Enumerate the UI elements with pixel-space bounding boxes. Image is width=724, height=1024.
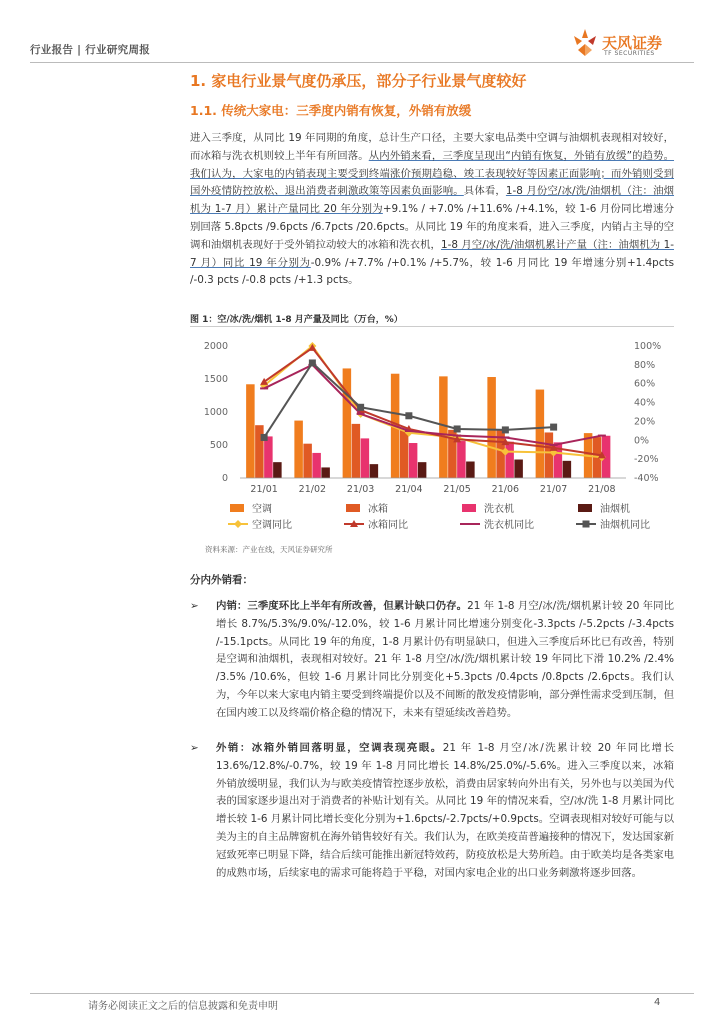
x-tick-label: 21/03 <box>346 484 375 495</box>
bar <box>303 444 312 478</box>
y-tick-left: 1000 <box>203 407 228 418</box>
bar <box>246 384 255 478</box>
page-number: 4 <box>654 997 661 1008</box>
line-point <box>598 435 606 437</box>
legend-swatch <box>462 504 476 512</box>
legend-swatch <box>578 504 592 512</box>
x-tick-label: 21/07 <box>539 484 568 495</box>
y-tick-right: -20% <box>634 454 659 466</box>
x-tick-label: 21/01 <box>250 484 278 495</box>
bar <box>536 390 545 478</box>
line-point <box>454 425 461 432</box>
y-tick-right: 80% <box>634 359 656 371</box>
section-heading: 1. 家电行业景气度仍承压，部分子行业景气度较好 <box>190 72 527 90</box>
para-detail-lead: 具体看， <box>463 185 506 198</box>
subsection-heading: 1.1. 传统大家电：三季度内销有恢复，外销有放缓 <box>190 103 472 118</box>
line-point <box>550 444 558 446</box>
y-tick-right: 0% <box>634 435 650 447</box>
section-label: 分内外销看： <box>190 574 253 586</box>
legend-marker <box>234 520 242 528</box>
bar <box>409 443 418 478</box>
y-tick-left: 0 <box>221 473 228 484</box>
bar <box>545 432 554 478</box>
bullet-export <box>190 740 674 882</box>
para-stat-values-2: -0.9% /+7.7% /+0.1% /+5.7%，较 1-6 月同比 19 年增速分别+1.4pcts /-0.3 pcts /-0.8 pcts /+1.3 pcts。 <box>190 256 674 287</box>
y-tick-left: 1500 <box>203 374 228 385</box>
company-logo <box>568 26 698 62</box>
arrow-bullet-icon: ➢ <box>190 600 199 612</box>
bar <box>343 368 352 478</box>
bar <box>457 441 466 478</box>
bar <box>439 376 448 478</box>
report-breadcrumb: 行业报告 | 行业研究周报 <box>30 44 151 56</box>
para-stat-label-2: 1-8 月空/冰/洗/油烟机累计产量（注：油烟机为 1-7 月）同比 19 年分别为 <box>190 238 674 269</box>
x-tick-label: 21/05 <box>443 484 471 495</box>
bar <box>294 421 303 478</box>
x-tick-label: 21/08 <box>588 484 616 495</box>
body-paragraph <box>190 130 674 290</box>
bullet-lead: 内销：三季度环比上半年有所改善，但累计缺口仍存。 <box>216 600 468 612</box>
bar <box>255 425 264 478</box>
bullet-text: 21 年 1-8 月空/冰/洗累计较 20 年同比增长 13.6%/12.8%/-0.7%，较 19 年 1-8 月同比增长 14.8%/25.0%/-5.6%。进入三季度以来，冰箱外销放缓明显，我们认为与欧美疫情管控逐步放松，消费由居家转向外出有关，另外也与以美国为代表的国家逐步退出对于消费者的补贴计划有关。从同比 19 年的情况来看，空/冰/洗 1-8 月累计同比增长较 1-6 月累计同比增长变化分别为+1.6pcts/-2.7pcts/+0.9pcts。空调表现相对较好可能与以美为主的自主品牌窗机在海外销售较好有关。我们认为，在欧美疫苗普遍接种的情况下，发达国家新冠致死率已明显下降，结合后续可能推出新冠特效药，防疫放松是大势所趋。由于欧美均是各类家电的成熟市场，后续家电的需求可能将趋于平稳，对国内家电企业的出口业务刺激将逐步回落。 <box>216 742 674 879</box>
x-tick-label: 21/02 <box>298 484 327 495</box>
y-tick-left: 500 <box>209 440 228 451</box>
line-point <box>405 412 412 419</box>
legend-marker <box>583 521 590 528</box>
figure-title: 图 1：空/冰/洗/烟机 1-8 月产量及同比（万台，%） <box>190 315 403 325</box>
bar <box>505 442 514 478</box>
header-divider <box>30 62 694 63</box>
bar <box>400 430 409 478</box>
y-tick-right: 100% <box>634 341 662 352</box>
y-tick-right: 60% <box>634 378 656 390</box>
bar <box>563 461 572 478</box>
legend-swatch <box>346 504 360 512</box>
logo-mark-icon <box>568 26 602 60</box>
arrow-bullet-icon: ➢ <box>190 742 199 754</box>
line-point <box>357 404 364 411</box>
figure-divider <box>190 326 674 327</box>
legend-label: 空调同比 <box>252 520 292 531</box>
bullet-domestic <box>190 598 674 723</box>
bar <box>273 462 282 478</box>
line-point <box>405 430 413 432</box>
bullet-lead: 外销：冰箱外销回落明显，空调表现亮眼。 <box>216 742 443 754</box>
x-tick-label: 21/06 <box>491 484 520 495</box>
legend-label: 冰箱同比 <box>368 520 408 531</box>
line-point <box>260 387 268 389</box>
bar <box>361 438 370 478</box>
legend-label: 洗衣机同比 <box>484 520 534 531</box>
bar <box>418 462 427 478</box>
figure-source: 资料来源：产业在线，天风证券研究所 <box>205 545 333 554</box>
para-trend: 从内外销来看，三季度呈现出“内销有恢复，外销有放缓”的趋势。 <box>368 149 675 162</box>
legend-label: 冰箱 <box>368 504 388 515</box>
line-point <box>261 434 268 441</box>
bullet-text: 21 年 1-8 月空/冰/洗/烟机累计较 20 年同比增长 8.7%/5.3%/9.0%/-12.0%，较 1-6 月累计同比增速分别变化-3.3pcts /-5.2pcts /-3.4pcts /-15.1pcts。从同比 19 年的角度，1-8 月累计仍有明显缺口，但进入三季度后环比已有改善，特别是空调和油烟机，表现相对较好。21 年 1-8 月空/冰/洗/烟机累计较 19 年同比下滑 10.2% /2.4% /3.5% /10.6%，但较 1-6 月累计同比分别变化+5.3pcts /0.4pcts /0.8pcts /2.6pcts。我们认为，今年以来大家电内销主要受到终端提价以及不间断的散发疫情影响，部分弹性需求受到压制，但在国内竣工以及终端价格企稳的情况下，未来有望延续改善趋势。 <box>216 600 674 719</box>
line-point <box>309 359 316 366</box>
bar <box>352 424 361 478</box>
x-tick-label: 21/04 <box>395 484 423 495</box>
footer-disclaimer: 请务必阅读正文之后的信息披露和免责申明 <box>88 1001 278 1012</box>
bar <box>321 467 330 478</box>
bar <box>264 436 273 478</box>
y-tick-right: 40% <box>634 397 656 409</box>
logo-name-en: TF SECURITIES <box>604 50 655 57</box>
line-point <box>502 426 509 433</box>
legend-label: 空调 <box>252 504 272 515</box>
bar <box>312 453 321 478</box>
legend-label: 油烟机 <box>600 504 630 515</box>
legend-swatch <box>230 504 244 512</box>
footer-divider <box>30 993 694 994</box>
y-tick-left: 2000 <box>203 341 228 352</box>
legend-label: 油烟机同比 <box>600 520 650 531</box>
y-tick-right: -40% <box>634 473 659 484</box>
para-stat-label: 1-8 月份空/冰/洗/油烟机（注：油烟机为 1-7 月）累计产量同比 20 年分别为 <box>190 185 675 216</box>
line-point <box>453 435 461 437</box>
line-point <box>357 413 365 415</box>
para-view: 我们认为，大家电的内销表现主要受到终端涨价预期趋稳、竣工表现较好等因素正面影响；而外销则受到国外疫情防控放松、退出消费者刺激政策等因素负面影响。 <box>190 167 674 198</box>
bar <box>514 460 523 478</box>
bar <box>466 462 475 479</box>
para-stat-values: +9.1% / +7.0% /+11.6% /+4.1%，较 1-6 月份同比增速分别回落 5.8pcts /9.6pcts /6.7pcts /20.6pcts。从同比 19 年的角度来看，进入三季度，内销占主导的空调和油烟机表现好于受外销拉动较大的冰箱和洗衣机， <box>190 203 674 251</box>
bar <box>487 377 496 478</box>
line-point <box>550 424 557 431</box>
y-tick-right: 20% <box>634 416 656 428</box>
production-chart <box>190 330 674 542</box>
bar <box>370 464 379 478</box>
line-point <box>501 436 509 438</box>
logo-name-cn: 天风证券 <box>602 34 663 52</box>
para-intro: 进入三季度，从同比 19 年同期的角度，总计生产口径，主要大家电品类中空调与油烟机表现相对较好，而冰箱与洗衣机则较上半年有所回落。 <box>190 132 674 162</box>
legend-label: 洗衣机 <box>484 504 514 515</box>
